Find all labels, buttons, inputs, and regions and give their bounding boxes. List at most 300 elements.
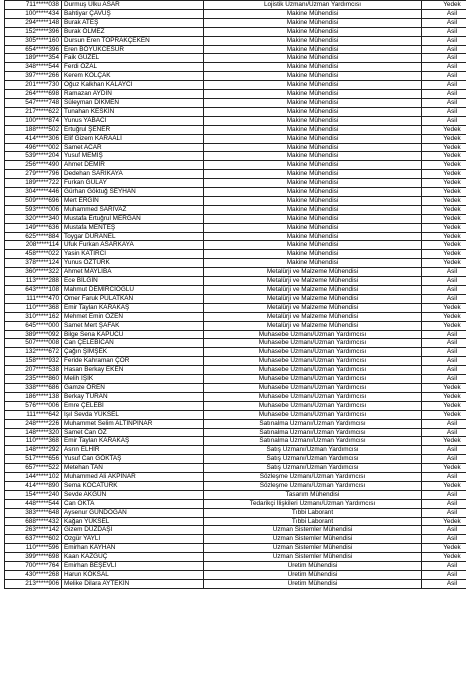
table-row (5, 571, 466, 580)
status-cell: Yedek (422, 303, 466, 312)
table-row (5, 455, 466, 464)
table-row (5, 321, 466, 330)
full-name-cell: Yunus ÖZTÜRK (62, 259, 204, 268)
position-cell: Makine Mühendisi (204, 125, 422, 134)
full-name-cell: Melike Dilara AYTEKİN (62, 579, 204, 588)
full-name-cell: Can OKTA (62, 499, 204, 508)
full-name-cell: Ertuğrul ŞENER (62, 125, 204, 134)
table-row (5, 517, 466, 526)
status-cell: Asil (422, 366, 466, 375)
full-name-cell: Sema KOCATÜRK (62, 481, 204, 490)
position-cell: Makine Mühendisi (204, 241, 422, 250)
position-cell: Metalürji ve Malzeme Mühendisi (204, 321, 422, 330)
position-cell: Üretim Mühendisi (204, 571, 422, 580)
status-cell: Asil (422, 375, 466, 384)
position-cell: Makine Mühendisi (204, 98, 422, 107)
full-name-cell: Süleyman DİKMEN (62, 98, 204, 107)
table-row (5, 446, 466, 455)
table-row (5, 401, 466, 410)
position-cell: Makine Mühendisi (204, 116, 422, 125)
status-cell: Asil (422, 18, 466, 27)
status-cell: Asil (422, 9, 466, 18)
id-number-cell: 593*****006 (5, 205, 62, 214)
status-cell: Asil (422, 294, 466, 303)
table-row (5, 366, 466, 375)
position-cell: Makine Mühendisi (204, 188, 422, 197)
id-number-cell: 576*****006 (5, 401, 62, 410)
position-cell: Makine Mühendisi (204, 232, 422, 241)
id-number-cell: 320*****340 (5, 214, 62, 223)
status-cell: Asil (422, 36, 466, 45)
full-name-cell: Eren BÖYÜKCESUR (62, 45, 204, 54)
table-row (5, 286, 466, 295)
status-cell: Asil (422, 277, 466, 286)
status-cell: Asil (422, 348, 466, 357)
id-number-cell: 154*****240 (5, 490, 62, 499)
full-name-cell: Ramazan AYDIN (62, 90, 204, 99)
id-number-cell: 507*****008 (5, 339, 62, 348)
id-number-cell: 700*****764 (5, 562, 62, 571)
id-number-cell: 547*****748 (5, 98, 62, 107)
position-cell: Üretim Mühendisi (204, 562, 422, 571)
position-cell: Makine Mühendisi (204, 161, 422, 170)
status-cell: Asil (422, 72, 466, 81)
full-name-cell: Mehmet Emin ÖZEN (62, 312, 204, 321)
full-name-cell: Özgür YAYLI (62, 535, 204, 544)
id-number-cell: 213*****906 (5, 579, 62, 588)
table-row (5, 428, 466, 437)
status-cell: Asil (422, 419, 466, 428)
full-name-cell: Muhammed SARIVAZ (62, 205, 204, 214)
results-table (4, 0, 466, 589)
status-cell: Asil (422, 579, 466, 588)
table-row (5, 161, 466, 170)
full-name-cell: Burak ATEŞ (62, 18, 204, 27)
table-row (5, 437, 466, 446)
table-row (5, 375, 466, 384)
status-cell: Asil (422, 54, 466, 63)
table-row (5, 188, 466, 197)
table-row (5, 27, 466, 36)
id-number-cell: 189*****354 (5, 54, 62, 63)
table-row (5, 419, 466, 428)
table-row (5, 277, 466, 286)
full-name-cell: Ömer Faruk PULATKAN (62, 294, 204, 303)
status-cell: Yedek (422, 188, 466, 197)
status-cell: Asil (422, 81, 466, 90)
id-number-cell: 148*****320 (5, 428, 62, 437)
status-cell: Asil (422, 98, 466, 107)
id-number-cell: 152*****396 (5, 27, 62, 36)
position-cell: Makine Mühendisi (204, 45, 422, 54)
full-name-cell: Gamze ÖREN (62, 383, 204, 392)
position-cell: Tedarikçi İlişkileri Uzmanı/Uzman Yardımcısı (204, 499, 422, 508)
full-name-cell: Aysenur GÜNDOĞAN (62, 508, 204, 517)
status-cell: Yedek (422, 259, 466, 268)
id-number-cell: 217*****622 (5, 107, 62, 116)
id-number-cell: 645*****000 (5, 321, 62, 330)
full-name-cell: Emirhan KAYHAN (62, 544, 204, 553)
full-name-cell: Bilge Sena KAPUCU (62, 330, 204, 339)
status-cell: Asil (422, 286, 466, 295)
table-row (5, 9, 466, 18)
position-cell: Satınalma Uzmanı/Uzman Yardımcısı (204, 437, 422, 446)
table-row (5, 36, 466, 45)
full-name-cell: Ufuk Furkan ASARKAYA (62, 241, 204, 250)
id-number-cell: 144*****102 (5, 473, 62, 482)
id-number-cell: 188*****502 (5, 125, 62, 134)
id-number-cell: 414*****306 (5, 134, 62, 143)
full-name-cell: Tunahan KESKİN (62, 107, 204, 116)
id-number-cell: 711*****038 (5, 1, 62, 10)
full-name-cell: Feride Kahraman ÇOR (62, 357, 204, 366)
full-name-cell: Samet ACAR (62, 143, 204, 152)
table-row (5, 259, 466, 268)
position-cell: Muhasebe Uzmanı/Uzman Yardımcısı (204, 339, 422, 348)
full-name-cell: Hasan Berkay EKEN (62, 366, 204, 375)
id-number-cell: 235*****860 (5, 375, 62, 384)
status-cell: Asil (422, 490, 466, 499)
table-row (5, 579, 466, 588)
table-row (5, 250, 466, 259)
id-number-cell: 539*****204 (5, 152, 62, 161)
table-row (5, 312, 466, 321)
table-row (5, 268, 466, 277)
status-cell: Yedek (422, 517, 466, 526)
table-row (5, 392, 466, 401)
status-cell: Yedek (422, 410, 466, 419)
status-cell: Yedek (422, 481, 466, 490)
status-cell: Asil (422, 90, 466, 99)
status-cell: Asil (422, 357, 466, 366)
position-cell: Muhasebe Uzmanı/Uzman Yardımcısı (204, 383, 422, 392)
table-row (5, 170, 466, 179)
table-row (5, 205, 466, 214)
full-name-cell: Gizem DÜZDAŞI (62, 526, 204, 535)
status-cell: Yedek (422, 179, 466, 188)
position-cell: Makine Mühendisi (204, 81, 422, 90)
id-number-cell: 430*****268 (5, 571, 62, 580)
status-cell: Asil (422, 107, 466, 116)
full-name-cell: Furkan GÜLAY (62, 179, 204, 188)
status-cell: Asil (422, 571, 466, 580)
table-row (5, 348, 466, 357)
position-cell: Tıbbi Laborant (204, 508, 422, 517)
id-number-cell: 305*****160 (5, 36, 62, 45)
status-cell: Yedek (422, 205, 466, 214)
full-name-cell: Kaan KAZGUÇ (62, 553, 204, 562)
results-table-body (5, 1, 466, 589)
table-row (5, 90, 466, 99)
full-name-cell: Melih IŞIK (62, 375, 204, 384)
table-row (5, 490, 466, 499)
status-cell: Yedek (422, 401, 466, 410)
full-name-cell: Sevde AKGÜN (62, 490, 204, 499)
id-number-cell: 279*****796 (5, 170, 62, 179)
id-number-cell: 248*****226 (5, 419, 62, 428)
position-cell: Muhasebe Uzmanı/Uzman Yardımcısı (204, 375, 422, 384)
full-name-cell: Mustafa MENTEŞ (62, 223, 204, 232)
status-cell: Yedek (422, 383, 466, 392)
id-number-cell: 189*****722 (5, 179, 62, 188)
status-cell: Asil (422, 455, 466, 464)
status-cell: Yedek (422, 1, 466, 10)
full-name-cell: Can ÇELEBİCAN (62, 339, 204, 348)
full-name-cell: Yasin KATIRCI (62, 250, 204, 259)
position-cell: Makine Mühendisi (204, 143, 422, 152)
status-cell: Yedek (422, 143, 466, 152)
id-number-cell: 148*****292 (5, 446, 62, 455)
status-cell: Yedek (422, 437, 466, 446)
status-cell: Asil (422, 499, 466, 508)
full-name-cell: Harun KÖKSAL (62, 571, 204, 580)
full-name-cell: Ece BİLGİN (62, 277, 204, 286)
id-number-cell: 348*****544 (5, 63, 62, 72)
results-page (4, 0, 462, 589)
status-cell: Asil (422, 526, 466, 535)
id-number-cell: 509*****696 (5, 196, 62, 205)
id-number-cell: 360*****322 (5, 268, 62, 277)
position-cell: Metalürji ve Malzeme Mühendisi (204, 268, 422, 277)
status-cell: Yedek (422, 223, 466, 232)
id-number-cell: 383*****648 (5, 508, 62, 517)
id-number-cell: 113*****288 (5, 277, 62, 286)
full-name-cell: Gürhan Göktuğ SEYHAN (62, 188, 204, 197)
table-row (5, 196, 466, 205)
position-cell: Satış Uzmanı/Uzman Yardımcısı (204, 446, 422, 455)
table-row (5, 116, 466, 125)
position-cell: Makine Mühendisi (204, 259, 422, 268)
status-cell: Yedek (422, 392, 466, 401)
table-row (5, 63, 466, 72)
full-name-cell: Yusuf MEMİŞ (62, 152, 204, 161)
id-number-cell: 132*****672 (5, 348, 62, 357)
id-number-cell: 399*****698 (5, 553, 62, 562)
table-row (5, 303, 466, 312)
full-name-cell: Samet Can ÖZ (62, 428, 204, 437)
position-cell: Uzman Sistemler Mühendisi (204, 526, 422, 535)
full-name-cell: Yusuf Can GÖKTAŞ (62, 455, 204, 464)
table-row (5, 54, 466, 63)
position-cell: Tasarım Mühendisi (204, 490, 422, 499)
table-row (5, 294, 466, 303)
position-cell: Makine Mühendisi (204, 72, 422, 81)
table-row (5, 98, 466, 107)
table-row (5, 473, 466, 482)
id-number-cell: 256*****490 (5, 161, 62, 170)
table-row (5, 357, 466, 366)
position-cell: Muhasebe Uzmanı/Uzman Yardımcısı (204, 348, 422, 357)
status-cell: Asil (422, 562, 466, 571)
table-row (5, 410, 466, 419)
full-name-cell: Burak ÖLMEZ (62, 27, 204, 36)
status-cell: Yedek (422, 152, 466, 161)
position-cell: Makine Mühendisi (204, 9, 422, 18)
table-row (5, 535, 466, 544)
position-cell: Satış Uzmanı/Uzman Yardımcısı (204, 464, 422, 473)
id-number-cell: 111*****642 (5, 410, 62, 419)
position-cell: Muhasebe Uzmanı/Uzman Yardımcısı (204, 392, 422, 401)
id-number-cell: 688*****432 (5, 517, 62, 526)
full-name-cell: Emir Taylan KARAKAŞ (62, 303, 204, 312)
full-name-cell: Durmuş Ulku ASAR (62, 1, 204, 10)
position-cell: Makine Mühendisi (204, 152, 422, 161)
id-number-cell: 111*****470 (5, 294, 62, 303)
status-cell: Asil (422, 535, 466, 544)
position-cell: Makine Mühendisi (204, 54, 422, 63)
id-number-cell: 201*****730 (5, 81, 62, 90)
position-cell: Makine Mühendisi (204, 223, 422, 232)
full-name-cell: Mustafa Ertuğrul MERGAN (62, 214, 204, 223)
id-number-cell: 654*****396 (5, 45, 62, 54)
position-cell: Metalürji ve Malzeme Mühendisi (204, 303, 422, 312)
position-cell: Makine Mühendisi (204, 134, 422, 143)
status-cell: Asil (422, 268, 466, 277)
position-cell: Makine Mühendisi (204, 205, 422, 214)
position-cell: Lojistik Uzmanı/Uzman Yardımcısı (204, 1, 422, 10)
position-cell: Metalürji ve Malzeme Mühendisi (204, 286, 422, 295)
full-name-cell: Asrın ELHİR (62, 446, 204, 455)
status-cell: Asil (422, 116, 466, 125)
status-cell: Yedek (422, 170, 466, 179)
id-number-cell: 378*****124 (5, 259, 62, 268)
status-cell: Yedek (422, 196, 466, 205)
table-row (5, 223, 466, 232)
full-name-cell: Kağan YÜKSEL (62, 517, 204, 526)
position-cell: Metalürji ve Malzeme Mühendisi (204, 312, 422, 321)
full-name-cell: Metehan TAN (62, 464, 204, 473)
id-number-cell: 310*****162 (5, 312, 62, 321)
full-name-cell: Emirhan BEŞEVLİ (62, 562, 204, 571)
table-row (5, 339, 466, 348)
id-number-cell: 448*****544 (5, 499, 62, 508)
status-cell: Yedek (422, 250, 466, 259)
status-cell: Asil (422, 330, 466, 339)
table-row (5, 544, 466, 553)
full-name-cell: Ferdi ÖZAL (62, 63, 204, 72)
id-number-cell: 110*****368 (5, 437, 62, 446)
full-name-cell: Muhammet Selim ALTINPINAR (62, 419, 204, 428)
full-name-cell: Emir Taylan KARAKAŞ (62, 437, 204, 446)
id-number-cell: 208*****114 (5, 241, 62, 250)
id-number-cell: 643*****108 (5, 286, 62, 295)
id-number-cell: 110*****596 (5, 544, 62, 553)
status-cell: Yedek (422, 553, 466, 562)
full-name-cell: Samet Mert ŞAFAK (62, 321, 204, 330)
position-cell: Sözleşme Uzmanı/Uzman Yardımcısı (204, 481, 422, 490)
position-cell: Satınalma Uzmanı/Uzman Yardımcısı (204, 419, 422, 428)
status-cell: Yedek (422, 134, 466, 143)
status-cell: Asil (422, 428, 466, 437)
position-cell: Tıbbi Laborant (204, 517, 422, 526)
table-row (5, 1, 466, 10)
position-cell: Makine Mühendisi (204, 90, 422, 99)
position-cell: Makine Mühendisi (204, 18, 422, 27)
table-row (5, 143, 466, 152)
table-row (5, 134, 466, 143)
table-row (5, 107, 466, 116)
table-row (5, 81, 466, 90)
full-name-cell: Dursun Eren TOPRAKÇEKEN (62, 36, 204, 45)
table-row (5, 464, 466, 473)
id-number-cell: 338*****686 (5, 383, 62, 392)
status-cell: Yedek (422, 161, 466, 170)
id-number-cell: 304*****446 (5, 188, 62, 197)
id-number-cell: 389*****092 (5, 330, 62, 339)
table-row (5, 18, 466, 27)
position-cell: Uzman Sistemler Mühendisi (204, 553, 422, 562)
id-number-cell: 458*****022 (5, 250, 62, 259)
table-row (5, 241, 466, 250)
table-row (5, 45, 466, 54)
status-cell: Yedek (422, 232, 466, 241)
full-name-cell: Toygar DURANEL (62, 232, 204, 241)
position-cell: Satış Uzmanı/Uzman Yardımcısı (204, 455, 422, 464)
position-cell: Makine Mühendisi (204, 63, 422, 72)
table-row (5, 72, 466, 81)
id-number-cell: 110*****368 (5, 303, 62, 312)
table-row (5, 383, 466, 392)
position-cell: Makine Mühendisi (204, 36, 422, 45)
full-name-cell: Işıl Sevda YÜKSEL (62, 410, 204, 419)
full-name-cell: Elif Gizem KARAALİ (62, 134, 204, 143)
status-cell: Yedek (422, 544, 466, 553)
status-cell: Asil (422, 27, 466, 36)
position-cell: Makine Mühendisi (204, 107, 422, 116)
table-row (5, 481, 466, 490)
status-cell: Asil (422, 473, 466, 482)
position-cell: Makine Mühendisi (204, 170, 422, 179)
full-name-cell: Ahmet MAYLIBA (62, 268, 204, 277)
table-row (5, 125, 466, 134)
table-row (5, 526, 466, 535)
status-cell: Yedek (422, 312, 466, 321)
full-name-cell: Dedehan SARIKAYA (62, 170, 204, 179)
full-name-cell: Yunus YABACI (62, 116, 204, 125)
position-cell: Üretim Mühendisi (204, 579, 422, 588)
position-cell: Makine Mühendisi (204, 179, 422, 188)
id-number-cell: 158*****932 (5, 357, 62, 366)
full-name-cell: Oğuz Kalkhan KALAYCI (62, 81, 204, 90)
position-cell: Makine Mühendisi (204, 27, 422, 36)
position-cell: Muhasebe Uzmanı/Uzman Yardımcısı (204, 330, 422, 339)
position-cell: Uzman Sistemler Mühendisi (204, 544, 422, 553)
position-cell: Muhasebe Uzmanı/Uzman Yardımcısı (204, 410, 422, 419)
status-cell: Asil (422, 339, 466, 348)
id-number-cell: 625*****884 (5, 232, 62, 241)
status-cell: Yedek (422, 321, 466, 330)
status-cell: Asil (422, 446, 466, 455)
id-number-cell: 207*****538 (5, 366, 62, 375)
position-cell: Metalürji ve Malzeme Mühendisi (204, 294, 422, 303)
status-cell: Yedek (422, 241, 466, 250)
position-cell: Metalürji ve Malzeme Mühendisi (204, 277, 422, 286)
full-name-cell: Emre ÇELEBİ (62, 401, 204, 410)
position-cell: Makine Mühendisi (204, 250, 422, 259)
id-number-cell: 517*****656 (5, 455, 62, 464)
id-number-cell: 294*****148 (5, 18, 62, 27)
status-cell: Asil (422, 508, 466, 517)
full-name-cell: Muhammed Ali AKPINAR (62, 473, 204, 482)
full-name-cell: Faik GÜZEL (62, 54, 204, 63)
id-number-cell: 100*****874 (5, 116, 62, 125)
status-cell: Yedek (422, 464, 466, 473)
id-number-cell: 637*****602 (5, 535, 62, 544)
id-number-cell: 100*****434 (5, 9, 62, 18)
full-name-cell: Bahtiyar ÇAVUŞ (62, 9, 204, 18)
position-cell: Makine Mühendisi (204, 214, 422, 223)
id-number-cell: 496*****002 (5, 143, 62, 152)
